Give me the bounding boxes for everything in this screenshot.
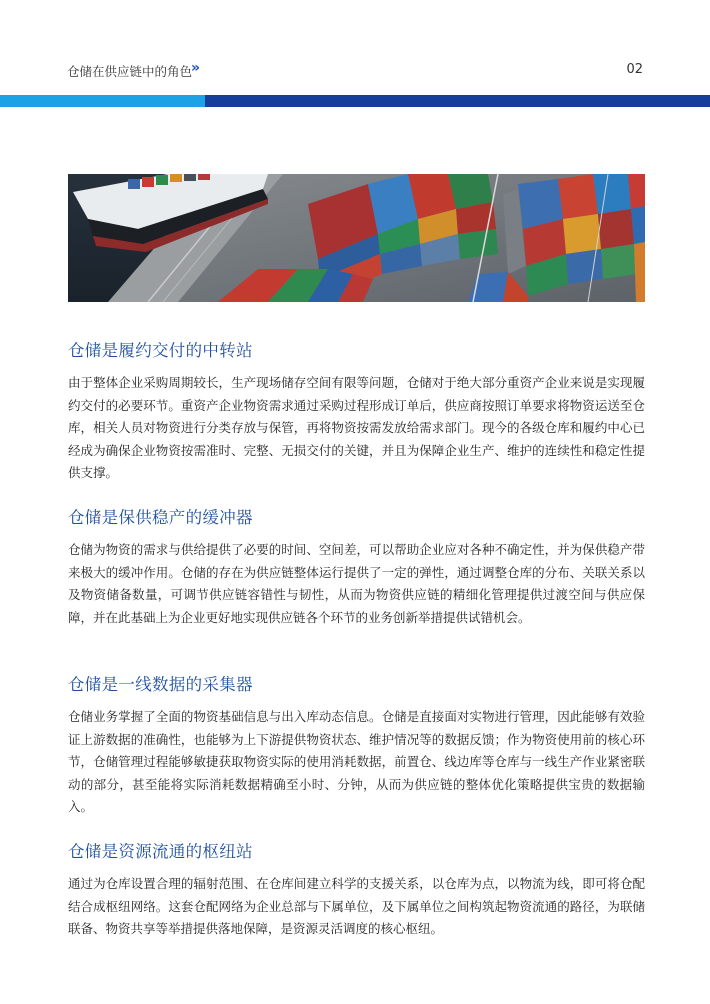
header-band-light [0,95,205,107]
section-heading: 仓储是资源流通的枢纽站 [68,842,253,861]
section-transfer-station [68,337,645,485]
double-chevron-right-icon: » [191,60,198,76]
header-title: 仓储在供应链中的角色 [67,64,193,79]
container-port-photo [68,174,645,302]
section-body: 仓储为物资的需求与供给提供了必要的时间、空间差，可以帮助企业应对各种不确定性，并为保供稳产带来极大的缓冲作用。仓储的存在为供应链整体运行提供了一定的弹性，通过调整仓库的分布、关联关系以及物资储备数量，可调节供应链容错性与韧性，从而为物资供应链的精细化管理提供过渡空间与供应保障，并在此基础上为企业更好地实现供应链各个环节的业务创新举措提供试错机会。 [68,542,645,625]
section-heading: 仓储是一线数据的采集器 [68,675,253,694]
section-body: 通过为仓库设置合理的辐射范围、在仓库间建立科学的支援关系，以仓库为点，以物流为线，即可将仓配结合成枢纽网络。这套仓配网络为企业总部与下属单位，及下属单位之间构筑起物资流通的路径，为联储联备、物资共享等举措提供落地保障，是资源灵活调度的核心枢纽。 [68,876,645,937]
section-buffer [68,504,645,629]
section-heading: 仓储是保供稳产的缓冲器 [68,508,253,527]
header-band-dark [205,95,710,107]
section-body: 由于整体企业采购周期较长，生产现场储存空间有限等问题，仓储对于绝大部分重资产企业来说是实现履约交付的必要环节。重资产企业物资需求通过采购过程形成订单后，供应商按照订单要求将物资运送至仓库，相关人员对物资进行分类存放与保管，再将物资按需发放给需求部门。现今的各级仓库和履约中心已经成为确保企业物资按需准时、完整、无损交付的关键，并且为保障企业生产、维护的连续性和稳定性提供支撑。 [68,375,645,481]
section-data-collector [68,671,645,819]
section-heading: 仓储是履约交付的中转站 [68,341,253,360]
page-number: 02 [626,62,643,77]
section-hub [68,838,645,941]
page-header [0,0,710,110]
section-body: 仓储业务掌握了全面的物资基础信息与出入库动态信息。仓储是直接面对实物进行管理，因此能够有效验证上游数据的准确性，也能够为上下游提供物资状态、维护情况等的数据反馈；作为物资使用前的核心环节，仓储管理过程能够敏捷获取物资实际的使用消耗数据，前置仓、线边库等仓库与一线生产作业紧密联动的部分，甚至能将实际消耗数据精确至小时、分钟，从而为供应链的整体优化策略提供宝贵的数据输入。 [68,709,645,815]
